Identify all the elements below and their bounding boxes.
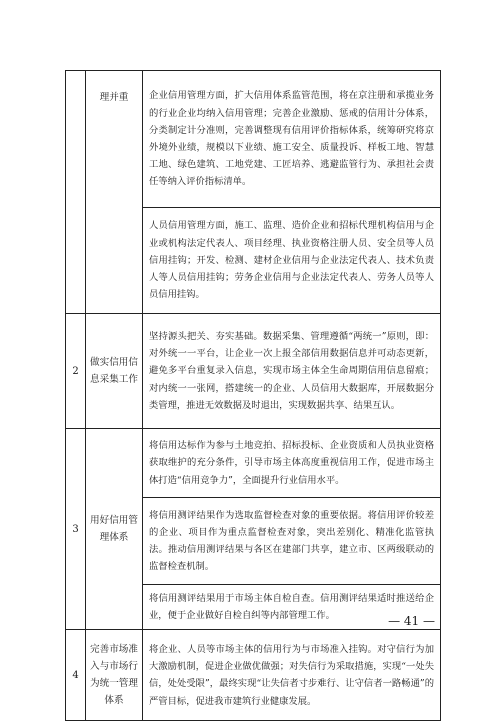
- row-item-text: 将信用测评结果作为选取监督检查对象的重要依据。将信用评价较差的企业、项目作为重点监督检查对象，突出差别化、精准化监管执法。推动信用测评结果与各区在建部门共享，建立市、区两级联动的监督检查机制。: [143, 498, 441, 585]
- page-number: — 41 —: [388, 614, 435, 628]
- row-item-text: 将信用达标作为参与土地竞拍、招标投标、企业资质和人员执业资格获取维护的充分条件，引导市场主体高度重视信用工作，促进市场主体打造“信用竞争力”，全面提升行业信用水平。: [143, 429, 441, 498]
- table-row: [66, 71, 441, 208]
- row-category: 用好信用管理体系: [86, 429, 143, 630]
- row-category: 理并重: [86, 71, 143, 314]
- table-row: [66, 314, 441, 429]
- row-number: [66, 71, 86, 314]
- row-number: 4: [66, 630, 86, 721]
- table-row: [66, 429, 441, 498]
- policy-table: [65, 70, 441, 721]
- row-number: 3: [66, 429, 86, 630]
- row-item-text: 企业信用管理方面，扩大信用体系监管范围，将在京注册和承揽业务的行业企业均纳入信用管理；完善企业激励、惩戒的信用计分体系，分类制定计分准则，完善调整现有信用评价指标体系，统筹研究将京外境外业绩，规模以下业绩、施工安全、质量投诉、样板工地、智慧工地、绿色建筑、工地党建、工匠培养、逃避监管行为、承担社会责任等纳入评价指标清单。: [143, 71, 441, 208]
- table-row: [66, 630, 441, 721]
- row-item-text: 将信用测评结果用于市场主体自检自查。信用测评结果适时推送给企业，便于企业做好自检自纠等内部管理工作。: [143, 585, 441, 630]
- row-category: 做实信用信息采集工作: [86, 314, 143, 429]
- row-number: 2: [66, 314, 86, 429]
- row-item-text: 人员信用管理方面，施工、监理、造价企业和招标代理机构信用与企业或机构法定代表人、项目经理、执业资格注册人员、安全员等人员信用挂钩；开发、检测、建材企业信用与企业法定代表人、技术负责人等人员信用挂钩；劳务企业信用与企业法定代表人、劳务人员等人员信用挂钩。: [143, 208, 441, 314]
- row-category: 完善市场准入与市场行为统一管理体系: [86, 630, 143, 721]
- row-item-text: 将企业、人员等市场主体的信用行为与市场准入挂钩。对守信行为加大激励机制，促进企业做优做强；对失信行为采取措施，实现“一处失信，处处受限”，最终实现“让失信者寸步难行、让守信者一路畅通”的严管目标，促进我市建筑行业健康发展。: [143, 630, 441, 721]
- row-item-text: 坚持源头把关、夯实基础。数据采集、管理遵循“两统一”原则，即：对外统一一平台，让企业一次上报全部信用数据信息并可动态更新，避免多平台重复录入信息，实现市场主体全生命周期信用信息留痕；对内统一一张网，搭建统一的企业、人员信用大数据库，开展数据分类管理，推进无效数据及时退出，实现数据共享、结果互认。: [143, 314, 441, 429]
